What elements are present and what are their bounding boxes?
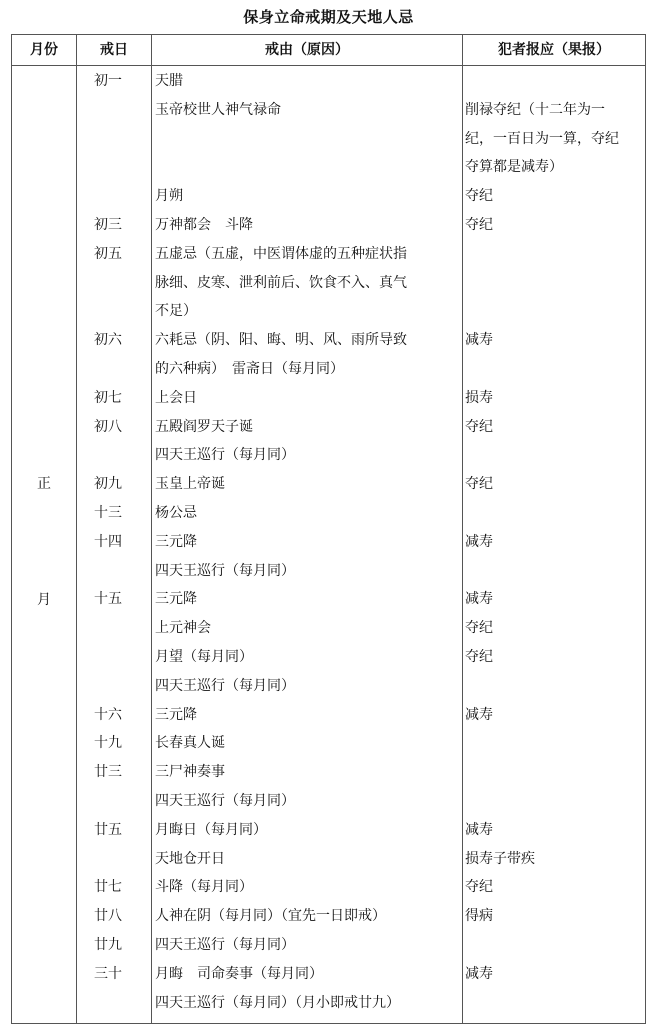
row-penalty-line: 夺纪 xyxy=(465,217,493,233)
row-day: 初一 xyxy=(94,73,122,89)
row-day: 廿七 xyxy=(94,879,122,896)
column-divider xyxy=(76,35,77,1023)
row-reason-line: 玉帝校世人神气禄命 xyxy=(155,101,281,118)
row-penalty-line: 夺纪 xyxy=(465,649,493,665)
row-reason-line: 四天王巡行（每月同）（月小即戒廿九） xyxy=(155,994,400,1011)
column-divider xyxy=(462,35,463,1023)
row-day: 三十 xyxy=(94,965,122,982)
row-reason-line: 三元降 xyxy=(155,591,197,608)
row-reason-line: 五殿阎罗天子诞 xyxy=(155,418,253,435)
row-day: 廿八 xyxy=(94,908,122,925)
row-reason-line: 万神都会 斗降 xyxy=(155,217,253,233)
row-penalty-line: 夺纪 xyxy=(465,879,493,896)
row-day: 廿九 xyxy=(94,937,122,953)
row-reason-line: 杨公忌 xyxy=(155,505,197,521)
row-penalty-line: 减寿 xyxy=(465,591,493,608)
row-reason-line: 四天王巡行（每月同） xyxy=(155,562,295,579)
header-day: 戒日 xyxy=(100,42,128,58)
row-penalty-line: 减寿 xyxy=(465,332,493,349)
page-title: 保身立命戒期及天地人忌 xyxy=(243,8,414,26)
row-reason-line: 月朔 xyxy=(155,188,183,205)
row-penalty-line: 夺纪 xyxy=(465,476,493,493)
row-reason-line: 长春真人诞 xyxy=(155,735,225,752)
row-penalty-line: 减寿 xyxy=(465,821,493,838)
row-reason-line: 月望（每月同） xyxy=(155,649,253,665)
row-reason-line: 月晦 司命奏事（每月同） xyxy=(155,965,323,982)
header-month: 月份 xyxy=(30,42,58,58)
row-day: 十五 xyxy=(94,591,122,608)
precepts-table xyxy=(11,34,646,1024)
header-penalty: 犯者报应（果报） xyxy=(498,42,610,58)
row-penalty-line: 减寿 xyxy=(465,706,493,723)
row-day: 初七 xyxy=(94,389,122,406)
row-penalty-line: 损寿子带疾 xyxy=(465,850,535,867)
row-reason-line: 上元神会 xyxy=(155,620,211,637)
row-reason-line: 四天王巡行（每月同） xyxy=(155,447,295,464)
header-reason: 戒由（原因） xyxy=(265,42,349,58)
row-day: 初三 xyxy=(94,217,122,233)
month-label-char: 正 xyxy=(37,476,51,492)
row-reason-line: 四天王巡行（每月同） xyxy=(155,793,295,809)
row-day: 初六 xyxy=(94,332,122,349)
month-label-char: 月 xyxy=(37,592,51,608)
row-reason-line: 四天王巡行（每月同） xyxy=(155,677,295,694)
row-day: 廿三 xyxy=(94,764,122,781)
row-penalty-line: 夺纪 xyxy=(465,418,493,435)
row-reason-line: 五虚忌（五虚，中医谓体虚的五种症状指 xyxy=(155,245,407,262)
row-penalty-line: 得病 xyxy=(465,908,493,925)
row-day: 初五 xyxy=(94,245,122,262)
row-penalty-line: 夺纪 xyxy=(465,188,493,205)
row-reason-line: 三元降 xyxy=(155,706,197,723)
row-day: 初九 xyxy=(94,476,122,493)
row-reason-line: 三尸神奏事 xyxy=(155,764,225,781)
row-reason-line: 六耗忌（阴、阳、晦、明、风、雨所导致 xyxy=(155,332,407,349)
row-reason-line: 的六种病） 雷斋日（每月同） xyxy=(155,361,344,377)
row-day: 十四 xyxy=(94,533,122,550)
row-reason-line: 三元降 xyxy=(155,533,197,550)
header-divider xyxy=(12,65,645,66)
row-reason-line: 上会日 xyxy=(155,389,197,406)
row-reason-line: 天腊 xyxy=(155,73,183,89)
row-penalty-line: 损寿 xyxy=(465,389,493,406)
row-day: 十九 xyxy=(94,735,122,752)
row-penalty-line: 夺算都是减寿） xyxy=(465,159,563,176)
row-penalty-line: 夺纪 xyxy=(465,620,493,637)
column-divider xyxy=(151,35,152,1023)
row-reason-line: 玉皇上帝诞 xyxy=(155,476,225,493)
row-penalty-line: 减寿 xyxy=(465,965,493,982)
row-day: 十六 xyxy=(94,706,122,723)
row-reason-line: 天地仓开日 xyxy=(155,850,225,867)
row-day: 廿五 xyxy=(94,821,122,838)
row-reason-line: 人神在阴（每月同）（宜先一日即戒） xyxy=(155,908,386,925)
row-day: 初八 xyxy=(94,418,122,435)
row-reason-line: 四天王巡行（每月同） xyxy=(155,937,295,953)
row-reason-line: 脉细、皮寒、泄利前后、饮食不入、真气 xyxy=(155,274,407,291)
row-reason-line: 月晦日（每月同） xyxy=(155,821,267,838)
row-reason-line: 不足） xyxy=(155,303,197,320)
row-penalty-line: 减寿 xyxy=(465,533,493,550)
row-reason-line: 斗降（每月同） xyxy=(155,879,253,896)
row-penalty-line: 削禄夺纪（十二年为一 xyxy=(465,101,605,118)
row-penalty-line: 纪，一百日为一算，夺纪 xyxy=(465,130,619,147)
row-day: 十三 xyxy=(94,505,122,521)
